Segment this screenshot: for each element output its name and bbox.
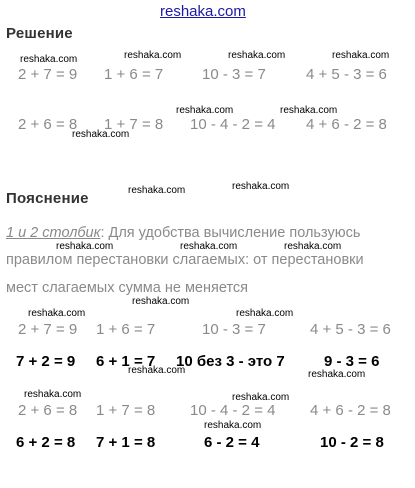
explanation-text: : Для удобства вычисление пользуюсь [100, 225, 361, 241]
explanation-emphasis: 1 и 2 столбик [6, 225, 101, 241]
solution-equation: 2 + 7 = 9 [18, 66, 78, 83]
watermark: reshaka.com [28, 308, 86, 319]
watermark: reshaka.com [56, 241, 114, 252]
example-equation: 4 + 5 - 3 = 6 [310, 321, 391, 338]
example-equation: 10 - 3 = 7 [202, 321, 266, 338]
solution-equation: 2 + 6 = 8 [18, 116, 78, 133]
watermark: reshaka.com [284, 241, 342, 252]
answer-equation: 10 без 3 - это 7 [176, 353, 285, 370]
example-equation: 1 + 7 = 8 [96, 402, 156, 419]
watermark: reshaka.com [128, 185, 186, 196]
watermark: reshaka.com [24, 389, 82, 400]
watermark: reshaka.com [132, 296, 190, 307]
explanation-line [6, 226, 360, 241]
watermark: reshaka.com [20, 54, 78, 65]
watermark: reshaka.com [236, 308, 294, 319]
answer-equation: 6 + 1 = 7 [96, 353, 156, 370]
example-equation: 10 - 4 - 2 = 4 [190, 402, 276, 419]
answer-equation: 7 + 2 = 9 [16, 353, 76, 370]
watermark: reshaka.com [232, 181, 290, 192]
site-title-link[interactable]: reshaka.com [160, 3, 246, 20]
watermark: reshaka.com [204, 420, 262, 431]
answer-equation: 6 - 2 = 4 [204, 434, 260, 451]
watermark: reshaka.com [280, 105, 338, 116]
watermark: reshaka.com [180, 241, 238, 252]
example-equation: 2 + 7 = 9 [18, 321, 78, 338]
solution-equation: 10 - 4 - 2 = 4 [190, 116, 276, 133]
watermark: reshaka.com [72, 129, 130, 140]
explanation-line: мест слагаемых сумма не меняется [6, 280, 249, 296]
watermark: reshaka.com [232, 392, 290, 403]
solution-equation: 4 + 6 - 2 = 8 [306, 116, 387, 133]
watermark: reshaka.com [332, 50, 390, 61]
answer-equation: 9 - 3 = 6 [324, 353, 380, 370]
watermark: reshaka.com [124, 50, 182, 61]
explanation-line: правилом перестановки слагаемых: от перестановки [6, 252, 364, 268]
solution-equation: 1 + 7 = 8 [104, 116, 164, 133]
solution-equation: 4 + 5 - 3 = 6 [306, 66, 387, 83]
answer-equation: 6 + 2 = 8 [16, 434, 76, 451]
example-equation: 4 + 6 - 2 = 8 [310, 402, 391, 419]
watermark: reshaka.com [176, 105, 234, 116]
watermark: reshaka.com [308, 369, 366, 380]
answer-equation: 10 - 2 = 8 [320, 434, 384, 451]
solution-equation: 1 + 6 = 7 [104, 66, 164, 83]
answer-equation: 7 + 1 = 8 [96, 434, 156, 451]
example-equation: 1 + 6 = 7 [96, 321, 156, 338]
solution-heading: Решение [6, 25, 73, 42]
explanation-heading: Пояснение [6, 190, 89, 207]
solution-equation: 10 - 3 = 7 [202, 66, 266, 83]
watermark: reshaka.com [228, 50, 286, 61]
watermark: reshaka.com [128, 365, 186, 376]
example-equation: 2 + 6 = 8 [18, 402, 78, 419]
